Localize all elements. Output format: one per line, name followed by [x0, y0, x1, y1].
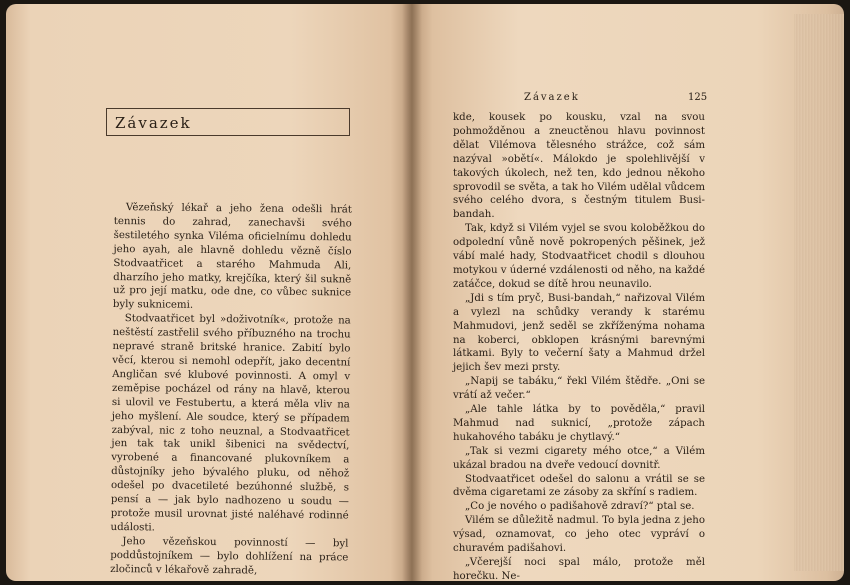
right-paragraph-6: „Tak si vezmi cigarety mého otce,“ a Vilém ukázal bradou na dveře vedoucí dovnitř. — [453, 445, 705, 471]
left-page-body — [110, 201, 352, 579]
page-number: 125 — [688, 92, 708, 103]
right-paragraph-2: Tak, když si Vilém vyjel se svou koloběžkou do odpolední vůně nově pokropených pěšinek, jež vábí malé hady, Stodvaatřicet chodil s dlouhou motykou v úderné vzdálenosti od něho, na každé zatáčce, dokud se dítě hrou neunavilo. — [453, 223, 705, 290]
left-page — [6, 4, 411, 581]
chapter-title: Závazek — [106, 108, 350, 136]
right-paragraph-10: „Včerejší noci spal málo, protože měl horečku. Ne- — [453, 557, 705, 582]
right-paragraph-4: „Napij se tabáku,“ řekl Vilém štědře. „Oni se vrátí až večer.“ — [453, 376, 705, 402]
left-paragraph-3: Jeho vězeňskou povinností — byl poddůstojníkem — bylo dohlížení na práce zločinců v lékařově zahradě, — [110, 535, 349, 577]
left-paragraph-2: Stodvaatřicet byl »doživotník«, protože na neštěstí zastřelil svého příbuzného na trochu nepravé straně britské hranice. Zabití bylo věcí, kterou si nemohl odepřít, jako decentní Angličan své klubové povinnosti. A omyl v zeměpise pocházel od rány na hlavě, kterou si ulovil ve Festubertu, a která měla vliv na jeho myšlení. Ale soudce, který se případem zabýval, nic z toho neuznal, a Stodvaatřicet jen tak tak unikl šibenici na svědectví, vyrobené a financované plukovníkem a důstojníky jeho bývalého pluku, od něhož odešel po dvacetileté bezúhonné službě, s pensí a — jak bylo nadhozeno u soudu — protože musil urovnat jisté naléhavé rodinné události. — [110, 313, 351, 534]
running-head: Závazek — [524, 92, 580, 103]
right-paragraph-8: „Co je nového o padišahově zdraví?“ ptal se. — [465, 501, 695, 513]
right-paragraph-9: Vilém se důležitě nadmul. To byla jedna z jeho výsad, oznamovat, co jeho otec vypráví o churavém padišahovi. — [453, 515, 705, 555]
right-page-body — [453, 111, 705, 584]
right-paragraph-3: „Jdi s tím pryč, Busi-bandah,“ nařizoval Vilém a vylezl na schůdky verandy k starému Mahmudovi, jenž seděl se zkříženýma nohama na koberci, obklopen krásnými barevnými látkami. Byly to večerní šaty a Mahmud držel jejich šev mezi prsty. — [453, 292, 705, 374]
right-paragraph-1: kde, kousek po kousku, vzal na svou pohmožděnou a zneuctěnou hlavu povinnost dělat Vilémova tělesného strážce, což sám nazýval »obětí«. Málokdo je spolehlivější v takových úkolech, než ten, kdo jednou někoho sprovodil se světa, a tak ho Vilém udělal vůdcem svého celého dvora, s čestným titulem Busi-bandah. — [453, 112, 705, 221]
book-gutter — [402, 4, 422, 581]
right-paragraph-5: „Ale tahle látka by to pověděla,“ pravil Mahmud nad suknicí, „protože zápach hukahového tabáku je chytlavý.“ — [453, 404, 705, 443]
left-paragraph-1: Vězeňský lékař a jeho žena odešli hrát tennis do zahrad, zanechavši svého šestiletého synka Viléma oficielnímu dohledu jeho ayah, ale hlavně dohledu vězně číslo Stodvaatřicet a starého Mahmuda Ali, dharzího jeho matky, krejčíka, který šil sukně už pro její matku, ode dne, co vůbec suknice byly suknicemi. — [112, 202, 352, 312]
open-book — [6, 4, 844, 581]
right-paragraph-7: Stodvaatřicet odešel do salonu a vrátil se se dvěma cigaretami ze zásoby za skříní s radiem. — [453, 473, 705, 499]
page-edges — [794, 14, 844, 571]
